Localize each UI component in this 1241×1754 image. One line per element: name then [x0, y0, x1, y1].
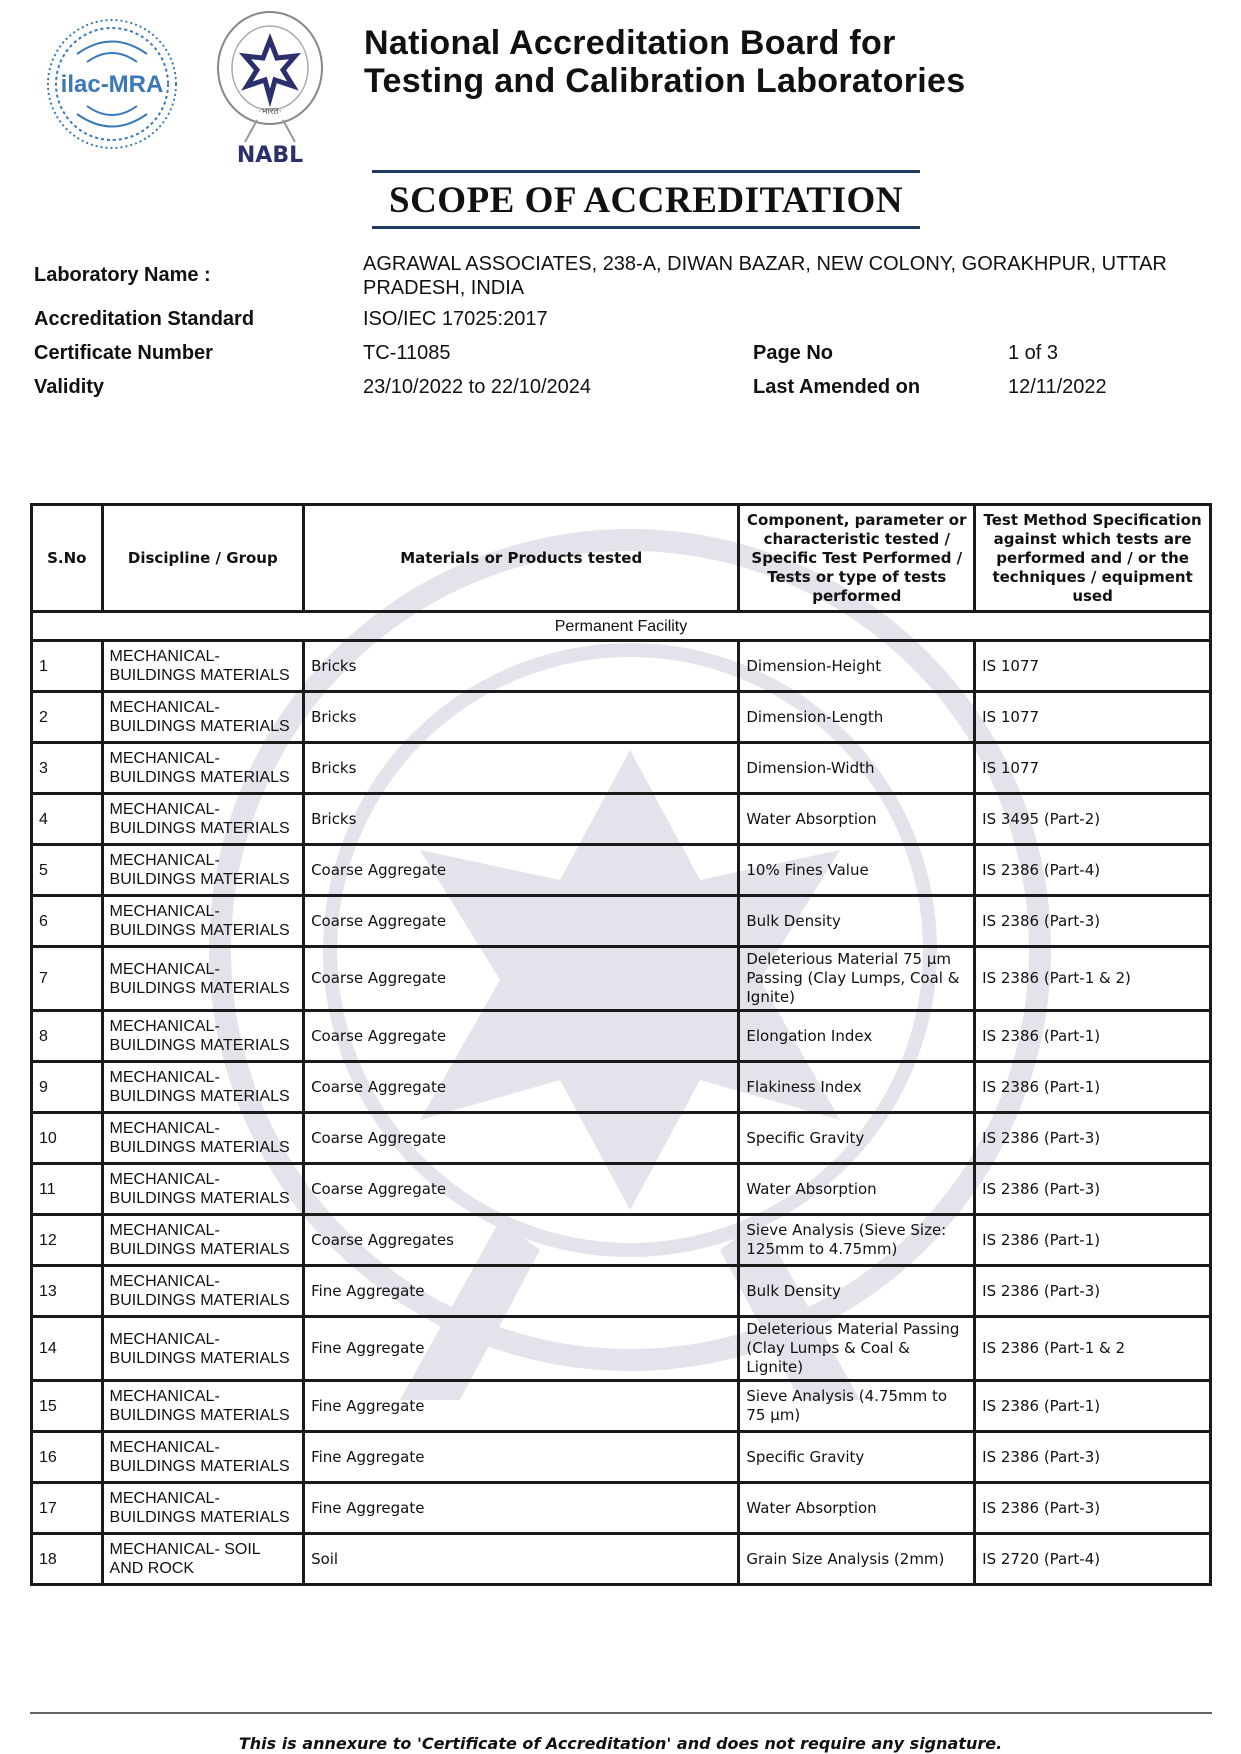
- cell-material: Coarse Aggregate: [304, 1011, 739, 1062]
- title-rule-bottom: [372, 226, 920, 229]
- cell-discipline: MECHANICAL- BUILDINGS MATERIALS: [102, 1432, 304, 1483]
- cell-discipline: MECHANICAL- BUILDINGS MATERIALS: [102, 794, 304, 845]
- cell-method: IS 2386 (Part-3): [975, 1266, 1211, 1317]
- certificate-value: TC-11085: [363, 342, 451, 364]
- org-title-line-1: National Accreditation Board for: [364, 24, 896, 62]
- table-row: [32, 1483, 1211, 1534]
- table-row: [32, 641, 1211, 692]
- cell-discipline: MECHANICAL- BUILDINGS MATERIALS: [102, 1381, 304, 1432]
- table-row: [32, 1113, 1211, 1164]
- cell-discipline: MECHANICAL- BUILDINGS MATERIALS: [102, 845, 304, 896]
- header-sno: S.No: [32, 505, 103, 612]
- cell-test: Specific Gravity: [739, 1113, 975, 1164]
- cell-material: Fine Aggregate: [304, 1381, 739, 1432]
- cell-discipline: MECHANICAL- BUILDINGS MATERIALS: [102, 1113, 304, 1164]
- cell-material: Bricks: [304, 794, 739, 845]
- cell-sno: 16: [32, 1432, 103, 1483]
- cell-material: Coarse Aggregate: [304, 1062, 739, 1113]
- cell-method: IS 2386 (Part-1): [975, 1011, 1211, 1062]
- cell-discipline: MECHANICAL- BUILDINGS MATERIALS: [102, 1215, 304, 1266]
- table-row: [32, 896, 1211, 947]
- section-label-permanent-facility: Permanent Facility: [32, 612, 1211, 641]
- cell-test: Specific Gravity: [739, 1432, 975, 1483]
- validity-label: Validity: [34, 376, 105, 398]
- cell-discipline: MECHANICAL- BUILDINGS MATERIALS: [102, 1062, 304, 1113]
- cell-test: Bulk Density: [739, 896, 975, 947]
- table-row: [32, 947, 1211, 1011]
- cell-material: Coarse Aggregate: [304, 1113, 739, 1164]
- cell-method: IS 2386 (Part-1): [975, 1381, 1211, 1432]
- document-title-block: [372, 170, 920, 229]
- table-row: [32, 1011, 1211, 1062]
- table-row: [32, 1317, 1211, 1381]
- table-header-row: [32, 505, 1211, 612]
- cell-discipline: MECHANICAL- BUILDINGS MATERIALS: [102, 1011, 304, 1062]
- cell-method: IS 2386 (Part-4): [975, 845, 1211, 896]
- lab-name-line-2: PRADESH, INDIA: [363, 277, 525, 299]
- cell-sno: 9: [32, 1062, 103, 1113]
- cell-sno: 1: [32, 641, 103, 692]
- last-amended-value: 12/11/2022: [1008, 376, 1107, 398]
- cell-method: IS 1077: [975, 641, 1211, 692]
- footer-divider: [30, 1712, 1212, 1714]
- table-row: [32, 1062, 1211, 1113]
- cell-method: IS 2386 (Part-3): [975, 1483, 1211, 1534]
- cell-sno: 12: [32, 1215, 103, 1266]
- cell-test: Elongation Index: [739, 1011, 975, 1062]
- cell-method: IS 3495 (Part-2): [975, 794, 1211, 845]
- cell-material: Fine Aggregate: [304, 1432, 739, 1483]
- cell-sno: 11: [32, 1164, 103, 1215]
- cell-test: Water Absorption: [739, 1483, 975, 1534]
- cell-sno: 8: [32, 1011, 103, 1062]
- table-row: [32, 845, 1211, 896]
- cell-material: Fine Aggregate: [304, 1317, 739, 1381]
- cell-discipline: MECHANICAL- BUILDINGS MATERIALS: [102, 692, 304, 743]
- table-row: [32, 1534, 1211, 1585]
- nabl-logo-text: NABL: [236, 143, 304, 168]
- cell-discipline: MECHANICAL- BUILDINGS MATERIALS: [102, 1317, 304, 1381]
- section-row: [32, 612, 1211, 641]
- table-row: [32, 1164, 1211, 1215]
- lab-name-line-1: AGRAWAL ASSOCIATES, 238-A, DIWAN BAZAR, NEW COLONY, GORAKHPUR, UTTAR: [363, 253, 1167, 275]
- cell-material: Soil: [304, 1534, 739, 1585]
- cell-method: IS 2386 (Part-3): [975, 1113, 1211, 1164]
- cell-sno: 2: [32, 692, 103, 743]
- cell-method: IS 2386 (Part-3): [975, 1432, 1211, 1483]
- cell-sno: 6: [32, 896, 103, 947]
- cell-method: IS 1077: [975, 692, 1211, 743]
- table-row: [32, 743, 1211, 794]
- cell-test: Bulk Density: [739, 1266, 975, 1317]
- cell-discipline: MECHANICAL- BUILDINGS MATERIALS: [102, 896, 304, 947]
- cell-method: IS 2386 (Part-1 & 2: [975, 1317, 1211, 1381]
- cell-discipline: MECHANICAL- BUILDINGS MATERIALS: [102, 1164, 304, 1215]
- cell-sno: 15: [32, 1381, 103, 1432]
- table-row: [32, 1381, 1211, 1432]
- cell-discipline: MECHANICAL- BUILDINGS MATERIALS: [102, 641, 304, 692]
- cell-test: Sieve Analysis (4.75mm to 75 µm): [739, 1381, 975, 1432]
- cell-test: Sieve Analysis (Sieve Size: 125mm to 4.75mm): [739, 1215, 975, 1266]
- cell-method: IS 2386 (Part-1 & 2): [975, 947, 1211, 1011]
- cell-sno: 17: [32, 1483, 103, 1534]
- standard-label: Accreditation Standard: [34, 308, 255, 330]
- cell-discipline: MECHANICAL- BUILDINGS MATERIALS: [102, 1266, 304, 1317]
- cell-test: Dimension-Width: [739, 743, 975, 794]
- cell-test: 10% Fines Value: [739, 845, 975, 896]
- cell-test: Water Absorption: [739, 1164, 975, 1215]
- table-row: [32, 1432, 1211, 1483]
- cell-discipline: MECHANICAL- BUILDINGS MATERIALS: [102, 1483, 304, 1534]
- cell-method: IS 2386 (Part-1): [975, 1215, 1211, 1266]
- cell-material: Coarse Aggregate: [304, 947, 739, 1011]
- nabl-logo-subtext: ·भारत·: [258, 107, 282, 117]
- cell-sno: 13: [32, 1266, 103, 1317]
- cell-sno: 4: [32, 794, 103, 845]
- cell-material: Coarse Aggregate: [304, 1164, 739, 1215]
- nabl-logo: [205, 10, 335, 170]
- cell-method: IS 1077: [975, 743, 1211, 794]
- page-no-value: 1 of 3: [1008, 342, 1059, 364]
- cell-sno: 18: [32, 1534, 103, 1585]
- table-row: [32, 794, 1211, 845]
- cell-test: Dimension-Length: [739, 692, 975, 743]
- cell-material: Bricks: [304, 743, 739, 794]
- cell-sno: 10: [32, 1113, 103, 1164]
- cell-sno: 14: [32, 1317, 103, 1381]
- validity-value: 23/10/2022 to 22/10/2024: [363, 376, 591, 398]
- cell-material: Coarse Aggregates: [304, 1215, 739, 1266]
- cell-test: Deleterious Material Passing (Clay Lumps & Coal & Lignite): [739, 1317, 975, 1381]
- cell-material: Coarse Aggregate: [304, 845, 739, 896]
- table-row: [32, 692, 1211, 743]
- cell-test: Water Absorption: [739, 794, 975, 845]
- header-test-method: Test Method Specification against which tests are performed and / or the techniques / equipment used: [975, 505, 1211, 612]
- cell-method: IS 2386 (Part-3): [975, 1164, 1211, 1215]
- header-materials: Materials or Products tested: [304, 505, 739, 612]
- scope-table: [30, 503, 1212, 1586]
- cell-discipline: MECHANICAL- BUILDINGS MATERIALS: [102, 947, 304, 1011]
- lab-name-value: [363, 252, 1167, 300]
- cell-material: Fine Aggregate: [304, 1266, 739, 1317]
- cell-method: IS 2386 (Part-1): [975, 1062, 1211, 1113]
- ilac-mra-logo: [42, 14, 182, 154]
- table-row: [32, 1266, 1211, 1317]
- lab-name-label: Laboratory Name :: [34, 264, 211, 286]
- cell-material: Fine Aggregate: [304, 1483, 739, 1534]
- footer-note: This is annexure to 'Certificate of Accreditation' and does not require any signature.: [238, 1734, 1003, 1753]
- cell-test: Deleterious Material 75 µm Passing (Clay Lumps, Coal & Ignite): [739, 947, 975, 1011]
- header-discipline: Discipline / Group: [102, 505, 304, 612]
- cell-material: Coarse Aggregate: [304, 896, 739, 947]
- certificate-label: Certificate Number: [34, 342, 213, 364]
- organization-title: [364, 24, 965, 100]
- cell-material: Bricks: [304, 641, 739, 692]
- cell-discipline: MECHANICAL- BUILDINGS MATERIALS: [102, 743, 304, 794]
- header-component-test: Component, parameter or characteristic tested / Specific Test Performed / Tests or type of tests performed: [739, 505, 975, 612]
- page-no-label: Page No: [753, 342, 834, 364]
- cell-method: IS 2720 (Part-4): [975, 1534, 1211, 1585]
- cell-sno: 7: [32, 947, 103, 1011]
- cell-method: IS 2386 (Part-3): [975, 896, 1211, 947]
- document-title: SCOPE OF ACCREDITATION: [389, 180, 903, 221]
- last-amended-label: Last Amended on: [753, 376, 921, 398]
- cell-test: Grain Size Analysis (2mm): [739, 1534, 975, 1585]
- cell-material: Bricks: [304, 692, 739, 743]
- cell-discipline: MECHANICAL- SOIL AND ROCK: [102, 1534, 304, 1585]
- standard-value: ISO/IEC 17025:2017: [363, 308, 548, 330]
- table-row: [32, 1215, 1211, 1266]
- cell-sno: 3: [32, 743, 103, 794]
- org-title-line-2: Testing and Calibration Laboratories: [364, 62, 966, 100]
- cell-sno: 5: [32, 845, 103, 896]
- cell-test: Flakiness Index: [739, 1062, 975, 1113]
- cell-test: Dimension-Height: [739, 641, 975, 692]
- ilac-logo-text: ilac-MRA: [60, 71, 164, 98]
